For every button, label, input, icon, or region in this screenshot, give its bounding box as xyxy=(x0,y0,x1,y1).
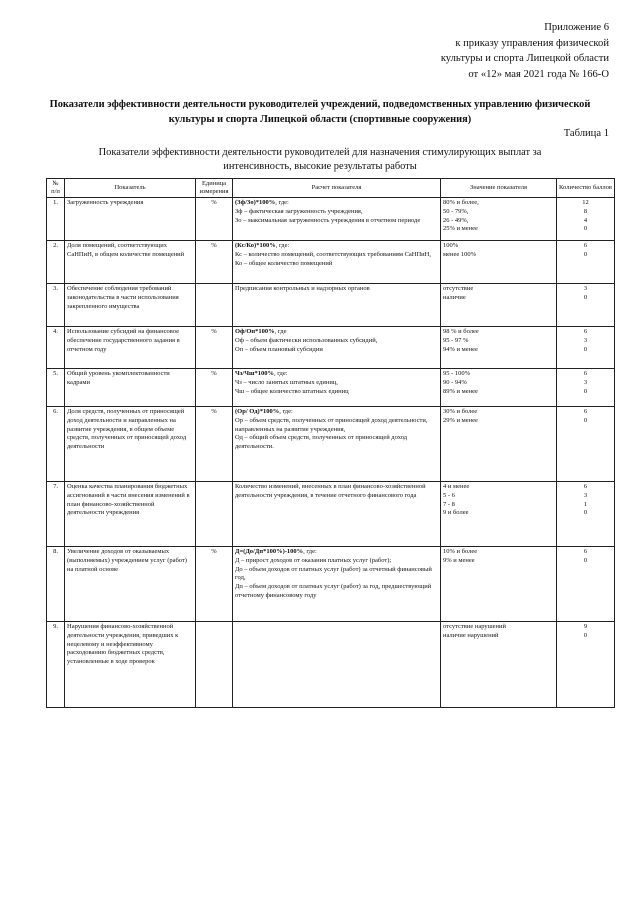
formula-line xyxy=(235,199,438,208)
table-row xyxy=(47,198,615,241)
calculation-line: Чш – общее количество штатных единиц xyxy=(235,387,349,395)
points-line: 0 xyxy=(583,293,588,301)
value-line: менее 100% xyxy=(443,250,477,258)
document-title: Показатели эффективности деятельности руководителей учреждений, подведомственных управлению физической культуры и спорта Липецкой области (спортивные сооружения) xyxy=(49,99,591,125)
value-line: 94% и менее xyxy=(443,345,478,353)
indicator-cell: Нарушения финансово-хозяйственной деятельности учреждения, приведших к нецелевому и неэффективному расходованию бюджетных средств, установленные в ходе проверок xyxy=(65,622,196,708)
appendix-line: Приложение 6 xyxy=(544,22,609,33)
formula: (Кс/Ко)*100% xyxy=(235,242,276,249)
formula: Чз/Чш*100% xyxy=(235,370,274,377)
indicator-cell: Доля средств, полученных от приносящей доход деятельности и направленных на развитие учреждения, в общем объеме средств, полученных от приносящей доход деятельности xyxy=(65,407,196,482)
points-line: 0 xyxy=(583,345,588,353)
formula-suffix: , где: xyxy=(275,199,289,206)
formula-suffix: , где: xyxy=(303,548,317,555)
indicator-cell: Загруженность учреждения xyxy=(65,198,196,241)
points-line: 3 xyxy=(583,285,588,292)
value-line: 9% и менее xyxy=(443,556,475,564)
value-line: отсутствие нарушений xyxy=(443,623,506,630)
points-line: 1 xyxy=(583,500,588,508)
unit-cell xyxy=(196,622,233,708)
formula-line xyxy=(235,370,438,379)
table-row xyxy=(47,369,615,407)
formula-suffix: , где: xyxy=(275,242,290,249)
row-number: 5. xyxy=(47,369,65,407)
points-line: 3 xyxy=(583,336,588,344)
formula-line xyxy=(235,548,438,557)
indicator-cell: Оценка качества планирования бюджетных ассигнований в части внесения изменений в план финансово-хозяйственной деятельности учреждения xyxy=(65,482,196,547)
appendix-line: от «12» мая 2021 года № 166-О xyxy=(468,68,609,80)
unit-cell: % xyxy=(196,241,233,284)
points-line: 3 xyxy=(583,491,588,499)
unit-cell: % xyxy=(196,198,233,241)
calculation-cell xyxy=(233,327,441,369)
value-line: 90 - 94% xyxy=(443,378,467,386)
unit-cell xyxy=(196,284,233,327)
points-line: 6 xyxy=(583,548,588,555)
unit-cell: % xyxy=(196,547,233,622)
header-unit: Единица измерения xyxy=(196,179,233,198)
formula-line xyxy=(235,408,438,417)
table-row xyxy=(47,327,615,369)
value-line: 25% и менее xyxy=(443,225,478,233)
value-cell xyxy=(441,327,557,369)
points-line: 0 xyxy=(583,509,588,517)
calculation-line: Од – общий объем средств, полученных от приносящей доход деятельности. xyxy=(235,434,408,451)
points-line: 0 xyxy=(583,250,588,258)
value-line: 95 - 97 % xyxy=(443,336,469,344)
calculation-line: Оп – объем плановый субсидии xyxy=(235,345,323,353)
value-line: 50 - 79%, xyxy=(443,207,469,215)
formula-line xyxy=(235,242,438,251)
value-line: 100% xyxy=(443,242,459,249)
points-cell xyxy=(557,622,615,708)
row-number: 6. xyxy=(47,407,65,482)
table-row xyxy=(47,547,615,622)
indicator-cell: Доля помещений, соответствующих СаНПиН, в общем количестве помещений xyxy=(65,241,196,284)
indicator-cell: Общий уровень укомплектованности кадрами xyxy=(65,369,196,407)
value-line: 10% и более xyxy=(443,548,478,555)
header-value: Значение показателя xyxy=(441,179,557,198)
table-row xyxy=(47,241,615,284)
row-number: 4. xyxy=(47,327,65,369)
value-line: отсутствие xyxy=(443,285,474,292)
points-cell xyxy=(557,369,615,407)
points-cell xyxy=(557,327,615,369)
calculation-line: Кс – количество помещений, соответствующих требованиям СаНПиН, xyxy=(235,250,431,258)
unit-cell xyxy=(196,482,233,547)
value-cell xyxy=(441,547,557,622)
value-line: наличие нарушений xyxy=(443,631,499,639)
calculation-cell xyxy=(233,547,441,622)
unit-cell: % xyxy=(196,369,233,407)
points-cell xyxy=(557,407,615,482)
points-cell xyxy=(557,482,615,547)
points-cell xyxy=(557,241,615,284)
calculation-cell xyxy=(233,241,441,284)
formula: (Ор/ Од)*100% xyxy=(235,408,280,415)
points-cell xyxy=(557,284,615,327)
value-cell xyxy=(441,407,557,482)
calculation-line: Ко – общее количество помещений xyxy=(235,259,333,267)
points-line: 6 xyxy=(583,483,588,490)
row-number: 7. xyxy=(47,482,65,547)
formula-suffix: , где xyxy=(274,328,287,335)
formula-line xyxy=(235,328,438,337)
value-line: 95 - 100% xyxy=(443,370,471,377)
value-line: 26 - 49%, xyxy=(443,216,469,224)
points-line: 0 xyxy=(583,387,588,395)
formula-suffix: , где: xyxy=(273,370,288,377)
calculation-line: Оф – объем фактически использованных субсидий, xyxy=(235,336,378,344)
points-line: 6 xyxy=(583,328,588,335)
formula-suffix: , где: xyxy=(279,408,293,415)
header-indicator: Показатель xyxy=(65,179,196,198)
points-line: 0 xyxy=(583,225,588,233)
value-cell xyxy=(441,369,557,407)
points-line: 12 xyxy=(582,199,589,206)
header-calculation: Расчет показателя xyxy=(233,179,441,198)
table-subtitle: Показатели эффективности деятельности руководителей для назначения стимулирующих выплат за интенсивность, высокие результаты работы xyxy=(98,147,542,172)
formula: (Зф/Зо)*100% xyxy=(235,199,276,206)
value-line: 29% и менее xyxy=(443,416,478,424)
calculation-line: Количество изменений, внесенных в план финансово-хозяйственной деятельности учреждения, в течение отчетного финансового года xyxy=(235,483,426,499)
indicator-cell: Использование субсидий на финансовое обеспечение государственного задания в отчетном году xyxy=(65,327,196,369)
value-line: 9 и более xyxy=(443,509,469,517)
points-line: 6 xyxy=(583,408,588,415)
points-cell xyxy=(557,547,615,622)
value-line: 7 - 8 xyxy=(443,500,455,508)
points-line: 0 xyxy=(583,556,588,564)
points-line: 0 xyxy=(583,416,588,424)
calculation-cell xyxy=(233,284,441,327)
value-cell xyxy=(441,622,557,708)
unit-cell: % xyxy=(196,407,233,482)
points-line: 6 xyxy=(583,242,588,249)
value-line: 30% и более xyxy=(443,408,478,415)
calculation-line: Дп – объем доходов от платных услуг (работ) за год, предшествующий отчетному финансовому году xyxy=(235,583,432,599)
appendix-line: культуры и спорта Липецкой области xyxy=(440,53,609,64)
calculation-cell xyxy=(233,622,441,708)
indicators-table xyxy=(46,178,615,708)
points-line: 4 xyxy=(583,216,588,224)
formula: Д=(Дo/Дп*100%)-100% xyxy=(235,548,304,555)
calculation-line: Зо – максимальная загруженность учреждения в отчетном периоде xyxy=(235,216,421,224)
formula: Оф/Оп*100% xyxy=(235,328,275,335)
header-points: Количество баллов xyxy=(557,179,615,198)
calculation-line: Чз – число занятых штатных единиц, xyxy=(235,378,338,386)
value-cell xyxy=(441,241,557,284)
calculation-cell xyxy=(233,369,441,407)
value-cell xyxy=(441,284,557,327)
row-number: 9. xyxy=(47,622,65,708)
table-row xyxy=(47,284,615,327)
value-line: 80% и более, xyxy=(443,199,479,206)
points-line: 6 xyxy=(583,370,588,377)
value-line: 4 и менее xyxy=(443,483,470,490)
appendix-line: к приказу управления физической xyxy=(455,37,609,49)
points-line: 3 xyxy=(583,378,588,386)
appendix-header xyxy=(441,20,609,82)
calculation-line: Предписания контрольных и надзорных органов xyxy=(235,285,370,292)
row-number: 1. xyxy=(47,198,65,241)
table-header-row xyxy=(47,179,615,198)
indicator-cell: Увеличение доходов от оказываемых (выполняемых) учреждением услуг (работ) на платной основе xyxy=(65,547,196,622)
value-line: 5 - 6 xyxy=(443,491,455,499)
value-cell xyxy=(441,482,557,547)
value-line: 98 % и более xyxy=(443,328,479,335)
calculation-line: Д – прирост доходов от оказания платных услуг (работ); xyxy=(235,556,392,564)
points-cell xyxy=(557,198,615,241)
table-label: Таблица 1 xyxy=(563,128,609,139)
value-cell xyxy=(441,198,557,241)
row-number: 8. xyxy=(47,547,65,622)
calculation-line: Ор – объем средств, полученных от приносящей доход деятельности, направленных на развитие учреждения, xyxy=(235,416,428,433)
table-row xyxy=(47,407,615,482)
indicator-cell: Обеспечение соблюдения требований законодательства в части использования закрепленного имущества xyxy=(65,284,196,327)
calculation-cell xyxy=(233,407,441,482)
value-line: 89% и менее xyxy=(443,387,478,395)
calculation-line: До – объем доходов от платных услуг (работ) за отчетный финансовый год, xyxy=(235,565,432,582)
calculation-cell xyxy=(233,198,441,241)
table-row xyxy=(47,622,615,708)
header-num: № п/п xyxy=(47,179,65,198)
value-line: наличие xyxy=(443,293,466,301)
points-line: 0 xyxy=(583,631,588,639)
unit-cell: % xyxy=(196,327,233,369)
points-line: 8 xyxy=(583,207,588,215)
row-number: 3. xyxy=(47,284,65,327)
row-number: 2. xyxy=(47,241,65,284)
points-line: 9 xyxy=(583,623,588,630)
table-row xyxy=(47,482,615,547)
calculation-cell xyxy=(233,482,441,547)
calculation-line: Зф – фактическая загруженность учреждения, xyxy=(235,207,363,215)
